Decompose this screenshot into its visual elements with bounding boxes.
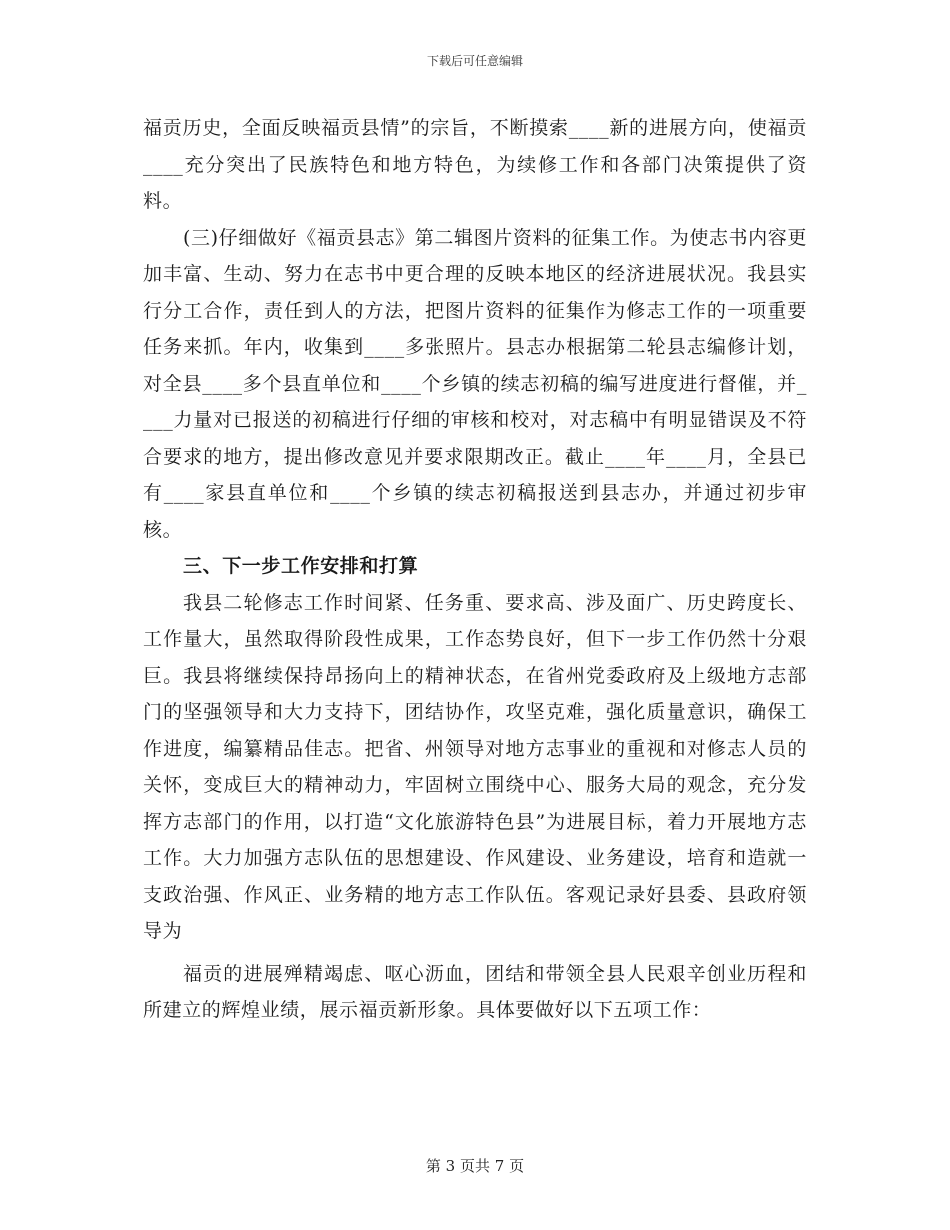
paragraph-next-steps: 我县二轮修志工作时间紧、任务重、要求高、涉及面广、历史跨度长、工作量大，虽然取得阶段性成果，工作态势良好，但下一步工作仍然十分艰巨。我县将继续保持昂扬向上的精神状态，在省州党委政府及上级地方志部门的坚强领导和大力支持下，团结协作，攻坚克难，强化质量意识，确保工作进度，编纂精品佳志。把省、州领导对地方志事业的重视和对修志人员的关怀，变成巨大的精神动力，牢固树立围绕中心、服务大局的观念，充分发挥方志部门的作用，以打造“文化旅游特色县”为进展目标，着力开展地方志工作。大力加强方志队伍的思想建设、作风建设、业务建设，培育和造就一支政治强、作风正、业务精的地方志工作队伍。客观记录好县委、县政府领导为 (143, 591, 807, 942)
page-number-footer: 第 3 页共 7 页 (425, 1157, 525, 1175)
page-header-note: 下载后可任意编辑 (426, 54, 523, 68)
paragraph-section-3-photos: (三)仔细做好《福贡县志》第二辑图片资料的征集工作。为使志书内容更加丰富、生动、努力在志书中更合理的反映本地区的经济进展状况。我县实行分工合作，责任到人的方法，把图片资料的征集作为修志工作的一项重要任务来抓。年内，收集到____多张照片。县志办根据第二轮县志编修计划，对全县____多个县直单位和____个乡镇的续志初稿的编写进度进行督催，并____力量对已报送的初稿进行仔细的审核和校对，对志稿中有明显错误及不符合要求的地方，提出修改意见并要求限期改正。截止____年____月，全县已有____家县直单位和____个乡镇的续志初稿报送到县志办，并通过初步审核。 (143, 226, 807, 541)
section-heading-next-steps: 三、下一步工作安排和打算 (183, 555, 419, 577)
paragraph-continuation: 福贡历史，全面反映福贡县情”的宗旨，不断摸索____新的进展方向，使福贡____充分突出了民族特色和地方特色，为续修工作和各部门决策提供了资料。 (143, 117, 807, 212)
paragraph-five-tasks: 福贡的进展殚精竭虑、呕心沥血，团结和带领全县人民艰辛创业历程和所建立的辉煌业绩，展示福贡新形象。具体要做好以下五项工作： (143, 962, 807, 1021)
document-body (143, 110, 807, 1029)
